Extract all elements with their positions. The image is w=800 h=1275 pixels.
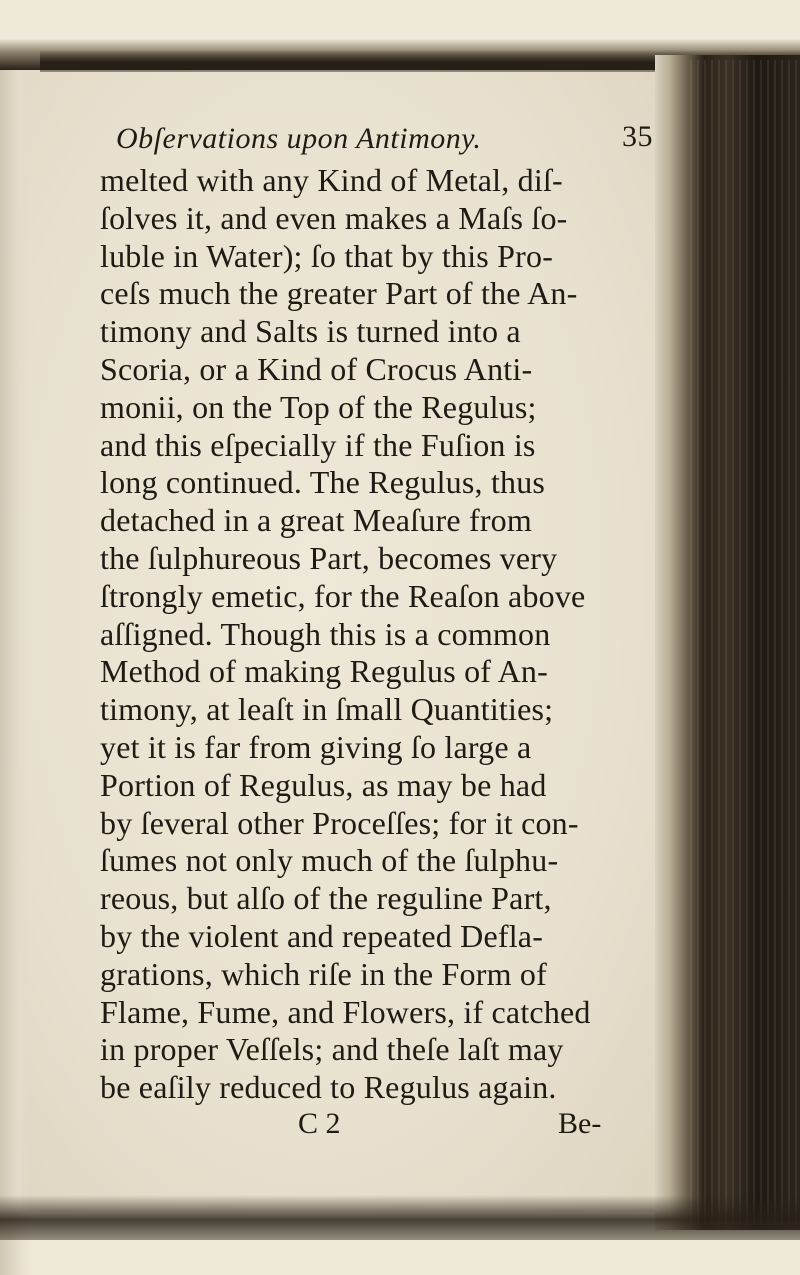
left-page-edge (0, 0, 30, 1275)
text-line: Scoria, or a Kind of Crocus Anti- (100, 350, 533, 387)
text-line: and this eſpecially if the Fuſion is (100, 426, 536, 463)
page-footer (100, 1106, 602, 1145)
page-stack-texture (690, 60, 800, 1225)
text-line: Method of making Regulus of An- (100, 653, 548, 690)
text-line: Portion of Regulus, as may be had (100, 766, 547, 803)
text-line: be eaſily reduced to Regulus again. (100, 1069, 557, 1106)
signature-mark: C 2 (298, 1106, 341, 1140)
page-number: 35 (622, 120, 653, 153)
text-line: timony and Salts is turned into a (100, 313, 521, 350)
bottom-book-edge (0, 1195, 800, 1240)
text-line: grations, which riſe in the Form of (100, 955, 547, 992)
text-line: yet it is far from giving ſo large a (100, 728, 532, 765)
running-head-title: Obſervations upon Antimony. (116, 122, 482, 155)
running-header (100, 112, 660, 164)
text-line: reous, but alſo of the reguline Part, (100, 880, 552, 917)
text-line: luble in Water); ſo that by this Pro- (100, 237, 554, 274)
text-line: timony, at leaſt in ſmall Quantities; (100, 691, 554, 728)
text-line: aſſigned. Though this is a common (100, 615, 551, 652)
text-line: melted with any Kind of Metal, diſ- (100, 162, 563, 198)
text-line: ceſs much the greater Part of the An- (100, 275, 578, 312)
body-text (100, 162, 602, 1145)
text-block (100, 112, 660, 1140)
text-line: ſtrongly emetic, for the Reaſon above (100, 577, 586, 614)
text-line: by the violent and repeated Defla- (100, 917, 544, 954)
text-line: ſolves it, and even makes a Maſs ſo- (100, 199, 568, 236)
text-line: in proper Veſſels; and theſe laſt may (100, 1031, 564, 1068)
text-line: by ſeveral other Proceſſes; for it con- (100, 804, 579, 841)
text-line: Flame, Fume, and Flowers, if catched (100, 993, 591, 1030)
text-line: monii, on the Top of the Regulus; (100, 388, 537, 425)
text-line: detached in a great Meaſure from (100, 502, 532, 539)
text-line: long continued. The Regulus, thus (100, 464, 546, 501)
catchword: Be- (558, 1106, 602, 1140)
text-line: the ſulphureous Part, becomes very (100, 539, 558, 576)
text-line: ſumes not only much of the ſulphu- (100, 842, 559, 879)
